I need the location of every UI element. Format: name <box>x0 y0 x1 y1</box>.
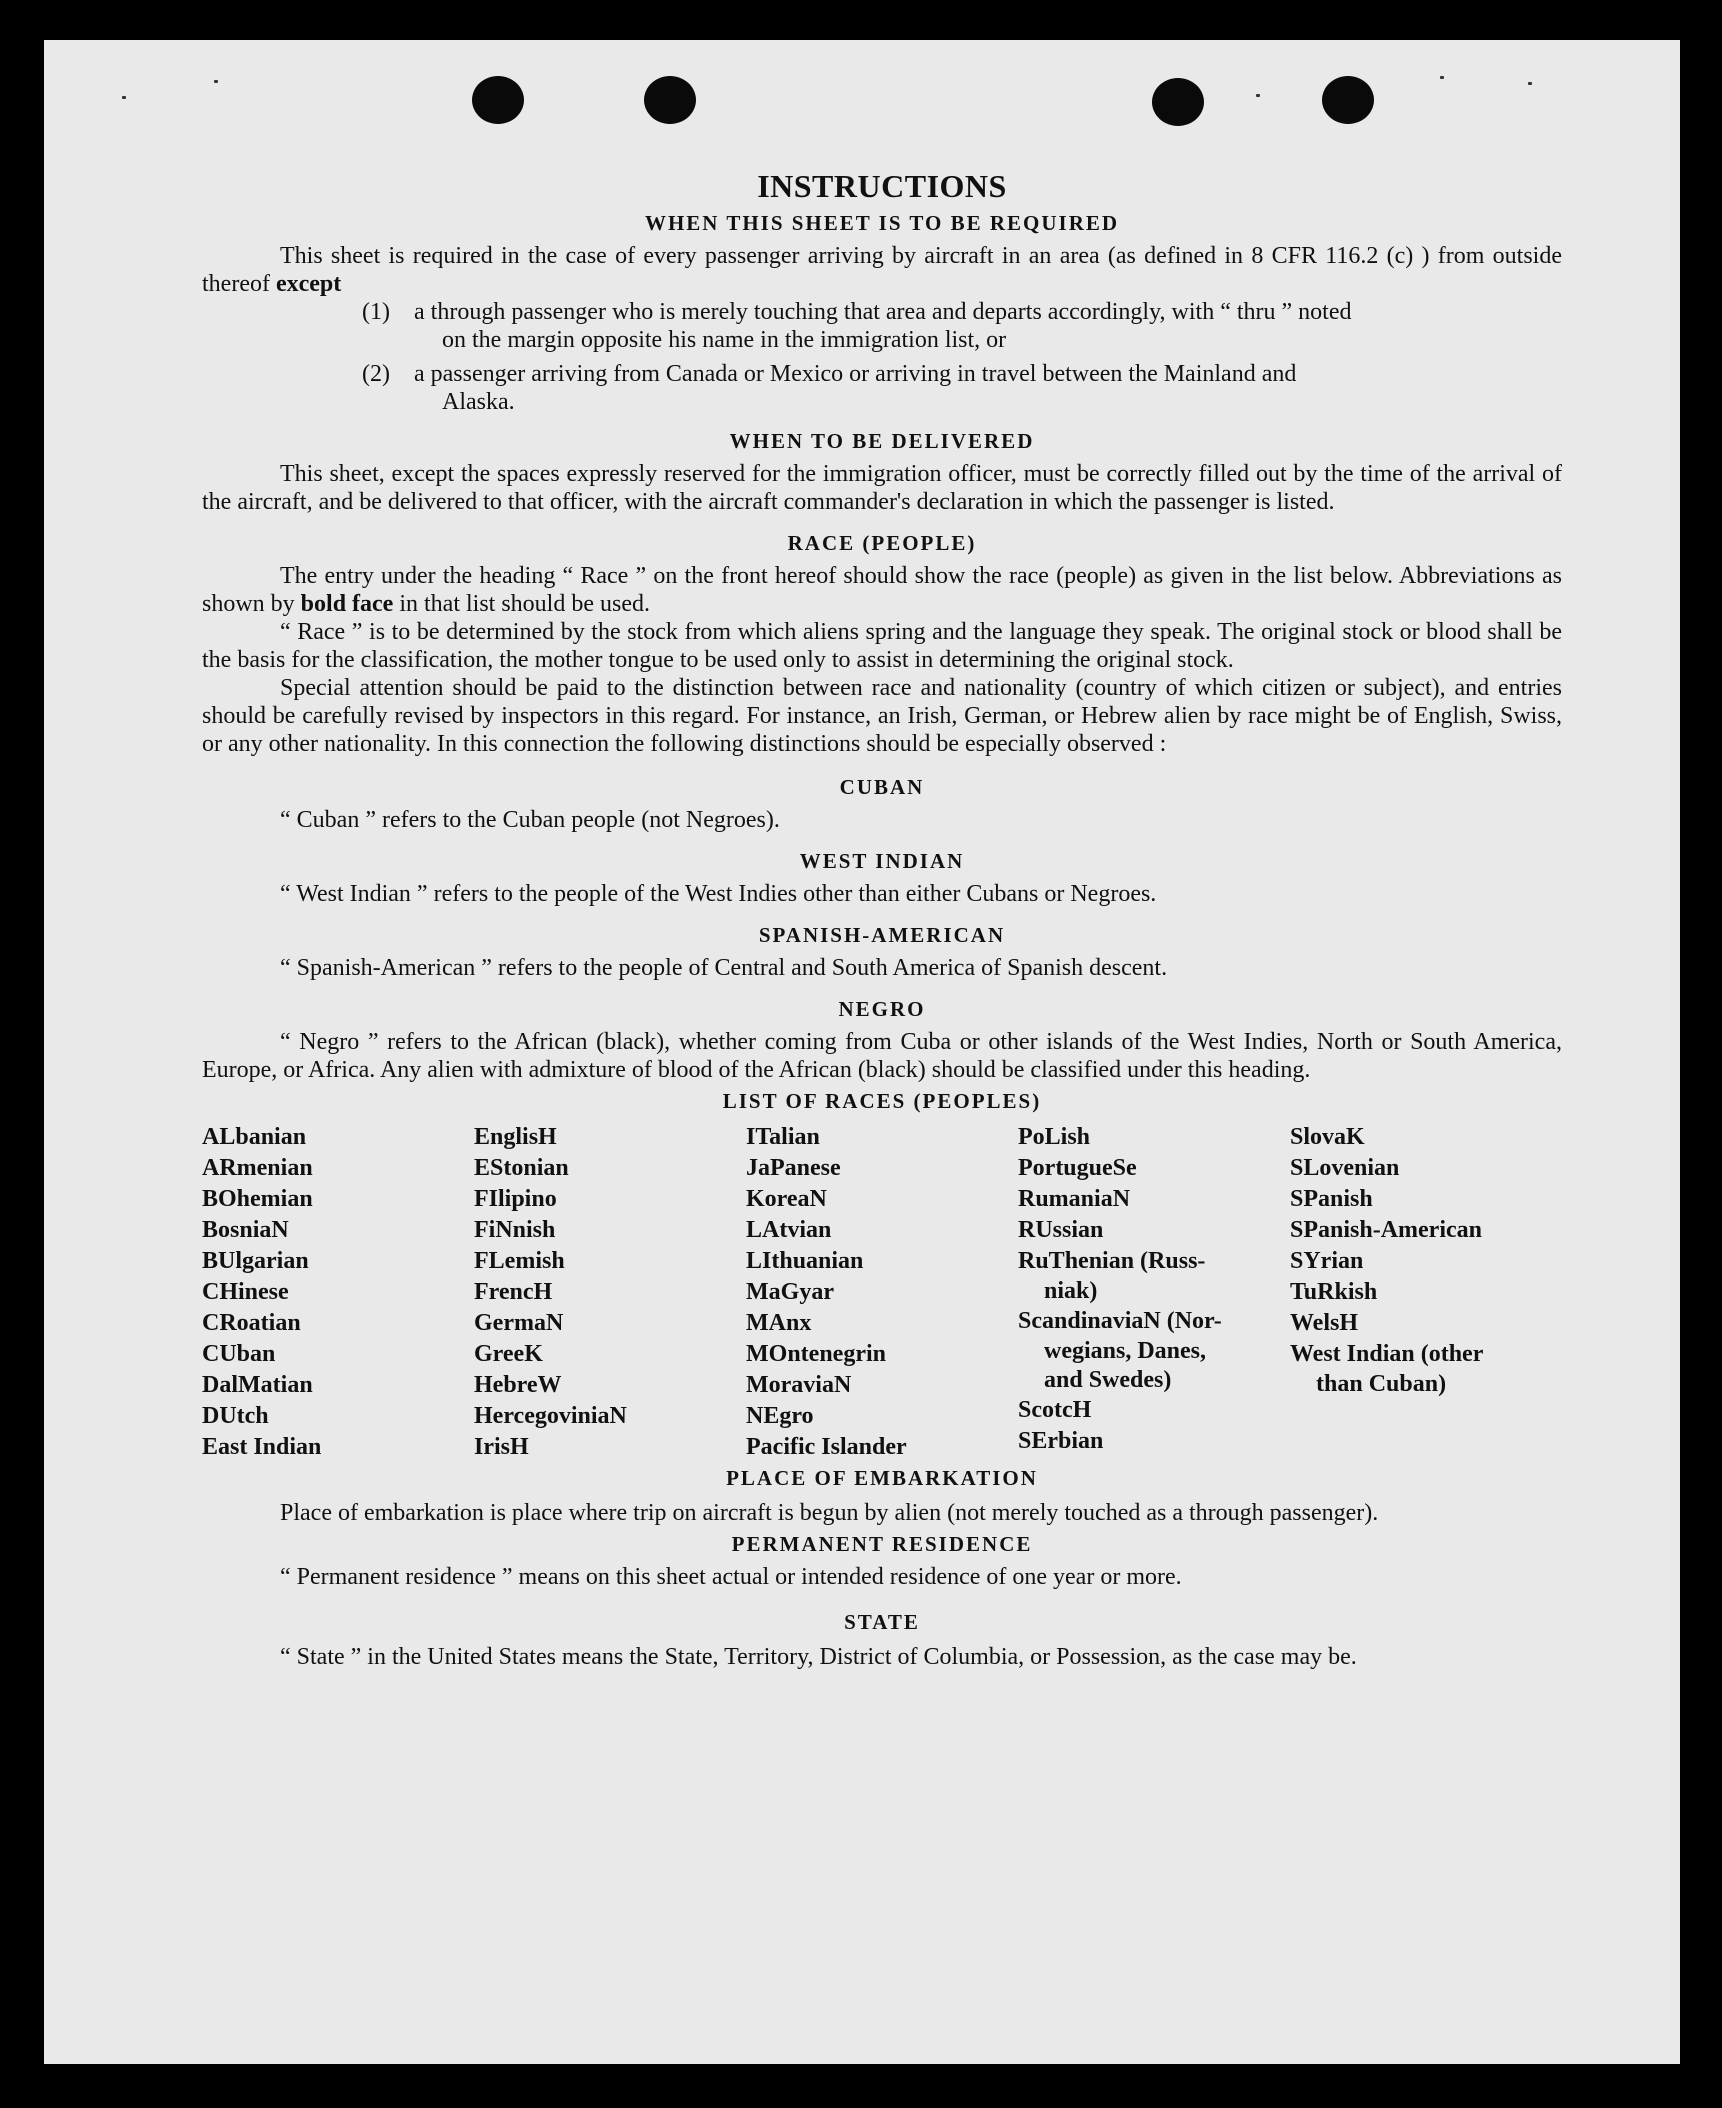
speck <box>1528 82 1532 85</box>
definition-west-indian: “ West Indian ” refers to the people of the West Indies other than either Cubans or Negroes. <box>280 881 1157 907</box>
race-entry-continuation: wegians, Danes, <box>1044 1338 1207 1364</box>
race-entry: SPanish-American <box>1290 1217 1482 1243</box>
race-entry: RuThenian (Russ- <box>1018 1248 1206 1274</box>
definition-state: “ State ” in the United States means the State, Territory, District of Columbia, or Possession, as the case may be. <box>280 1644 1357 1670</box>
race-entry: SLovenian <box>1290 1155 1400 1181</box>
race-entry: SYrian <box>1290 1248 1364 1274</box>
race-entry: IrisH <box>474 1434 529 1460</box>
race-entry: PortugueSe <box>1018 1155 1137 1181</box>
race-entry: LAtvian <box>746 1217 832 1243</box>
race-entry: FIlipino <box>474 1186 557 1212</box>
race-entry: BosniaN <box>202 1217 289 1243</box>
definition-spanish-american: “ Spanish-American ” refers to the people of Central and South America of Spanish descent. <box>280 955 1168 981</box>
heading-delivered: WHEN TO BE DELIVERED <box>729 429 1035 453</box>
race-entry: ARmenian <box>202 1155 313 1181</box>
race-entry: PoLish <box>1018 1124 1091 1150</box>
speck <box>1256 94 1260 97</box>
race-entry: FrencH <box>474 1279 553 1305</box>
race-entry: DUtch <box>202 1403 269 1429</box>
race-entry: ScandinaviaN (Nor- <box>1018 1308 1222 1334</box>
heading-state: STATE <box>844 1610 920 1634</box>
exception-item-2: (2) a passenger arriving from Canada or Mexico or arriving in travel between the Mainland and Alaska. <box>362 361 1297 415</box>
races-column-4 <box>1018 1122 1290 1463</box>
exception-item-1: (1) a through passenger who is merely touching that area and departs accordingly, with “ thru ” noted on the margin opposite his name in the immigration list, or <box>362 299 1352 353</box>
heading-west-indian: WEST INDIAN <box>799 849 965 873</box>
definition-negro: “ Negro ” refers to the African (black), whether coming from Cuba or other islands of the West Indies, North or South America, Europe, or Africa. Any alien with admixture of blood of the African (black) should be classified under this heading. <box>202 1029 1562 1083</box>
race-entry: GreeK <box>474 1341 543 1367</box>
race-entry: FLemish <box>474 1248 565 1274</box>
race-entry: JaPanese <box>746 1155 841 1181</box>
race-entry: BOhemian <box>202 1186 313 1212</box>
speck <box>1440 76 1444 79</box>
paragraph-required: This sheet is required in the case of every passenger arriving by aircraft in an area (as defined in 8 CFR 116.2 (c) ) from outside thereof except <box>202 243 1562 297</box>
document-page <box>44 40 1680 2064</box>
race-entry: ScotcH <box>1018 1397 1092 1423</box>
paragraph-race-2: “ Race ” is to be determined by the stock from which aliens spring and the language they speak. The original stock or blood shall be the basis for the classification, the mother tongue to be used only to assist in determining the original stock. <box>202 619 1562 673</box>
heading-cuban: CUBAN <box>839 775 925 799</box>
race-entry: Pacific Islander <box>746 1434 907 1460</box>
heading-negro: NEGRO <box>838 997 926 1021</box>
paragraph-delivered: This sheet, except the spaces expressly reserved for the immigration officer, must be correctly filled out by the time of the arrival of the aircraft, and be delivered to that officer, with the aircraft commander's declaration in which the passenger is listed. <box>202 461 1562 515</box>
heading-permanent-residence: PERMANENT RESIDENCE <box>731 1532 1033 1556</box>
race-entry: WelsH <box>1290 1310 1359 1336</box>
punch-hole <box>1322 76 1374 124</box>
race-entry: HebreW <box>474 1372 562 1398</box>
race-entry: HercegoviniaN <box>474 1403 627 1429</box>
paragraph-race-1: The entry under the heading “ Race ” on the front hereof should show the race (people) as given in the list below. Abbreviations as shown by bold face in that list should be used. <box>202 563 1562 617</box>
race-entry: TuRkish <box>1290 1279 1378 1305</box>
definition-cuban: “ Cuban ” refers to the Cuban people (not Negroes). <box>280 807 780 833</box>
race-entry: CRoatian <box>202 1310 301 1336</box>
heading-spanish-american: SPANISH-AMERICAN <box>758 923 1006 947</box>
race-entry: EnglisH <box>474 1124 557 1150</box>
race-entry-continuation: niak) <box>1044 1278 1098 1304</box>
race-entry: FiNnish <box>474 1217 556 1243</box>
race-entry-continuation: and Swedes) <box>1044 1367 1172 1393</box>
instructions-body <box>202 166 1562 1673</box>
race-entry: SPanish <box>1290 1186 1373 1212</box>
race-entry: West Indian (other <box>1290 1341 1484 1367</box>
race-entry: SlovaK <box>1290 1124 1365 1150</box>
punch-hole <box>472 76 524 124</box>
paragraph-race-3: Special attention should be paid to the distinction between race and nationality (country of which citizen or subject), and entries should be carefully revised by inspectors in this regard. For instance, an Irish, German, or Hebrew alien by race might be of English, Swiss, or any other nationality. In this connection the following distinctions should be especially observed : <box>202 675 1562 757</box>
races-list <box>202 1122 1562 1463</box>
speck <box>214 80 218 83</box>
races-column-1 <box>202 1122 474 1463</box>
definition-permanent-residence: “ Permanent residence ” means on this sheet actual or intended residence of one year or more. <box>280 1564 1182 1590</box>
speck <box>122 96 126 99</box>
race-entry: KoreaN <box>746 1186 827 1212</box>
race-entry: RumaniaN <box>1018 1186 1131 1212</box>
race-entry: CUban <box>202 1341 276 1367</box>
heading-required: WHEN THIS SHEET IS TO BE REQUIRED <box>644 211 1120 235</box>
race-entry: MAnx <box>746 1310 812 1336</box>
punch-hole <box>644 76 696 124</box>
definition-embarkation: Place of embarkation is place where trip on aircraft is begun by alien (not merely touched as a through passenger). <box>280 1500 1379 1526</box>
race-entry: MaGyar <box>746 1279 834 1305</box>
races-column-2 <box>474 1122 746 1463</box>
race-entry: CHinese <box>202 1279 289 1305</box>
races-column-3 <box>746 1122 1018 1463</box>
race-entry: LIthuanian <box>746 1248 864 1274</box>
punch-hole <box>1152 78 1204 126</box>
race-entry: MoraviaN <box>746 1372 852 1398</box>
race-entry: SErbian <box>1018 1428 1104 1454</box>
races-column-5 <box>1290 1122 1562 1463</box>
heading-embarkation: PLACE OF EMBARKATION <box>726 1466 1038 1490</box>
race-entry: EStonian <box>474 1155 569 1181</box>
race-entry: ITalian <box>746 1124 820 1150</box>
race-entry: ALbanian <box>202 1124 307 1150</box>
page-title: INSTRUCTIONS <box>757 168 1007 204</box>
race-entry-continuation: than Cuban) <box>1316 1371 1447 1397</box>
race-entry: East Indian <box>202 1434 322 1460</box>
race-entry: MOntenegrin <box>746 1341 886 1367</box>
race-entry: DalMatian <box>202 1372 313 1398</box>
race-entry: RUssian <box>1018 1217 1104 1243</box>
heading-list-of-races: LIST OF RACES (PEOPLES) <box>722 1089 1042 1113</box>
race-entry: GermaN <box>474 1310 564 1336</box>
race-entry: BUlgarian <box>202 1248 309 1274</box>
heading-race: RACE (PEOPLE) <box>787 531 977 555</box>
race-entry: NEgro <box>746 1403 814 1429</box>
